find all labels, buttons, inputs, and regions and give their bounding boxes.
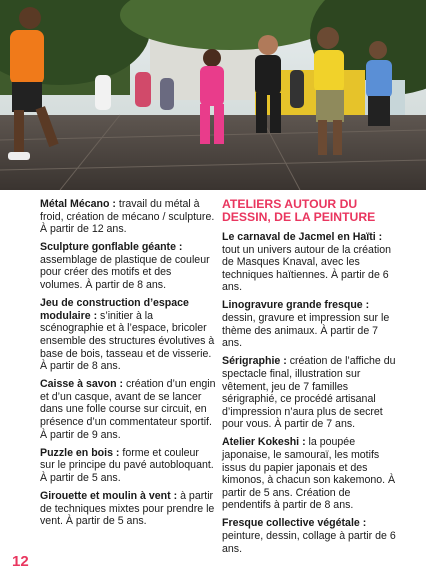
workshop-entry (40, 447, 216, 485)
workshop-description: la poupée japonaise, le samouraï, les motifs issus du papier japonais et des kimonos, à chacun son kakemono. À partir de 5 ans. Création de pendentifs à partir de 8 ans. (222, 436, 396, 512)
workshop-description: peinture, dessin, collage à partir de 6 ans. (222, 530, 396, 555)
workshop-description: création d’un engin et d’un casque, avant de se lancer dans une folle course sur circuit, en présence d’un commentateur sportif. À partir de 9 ans. (40, 378, 216, 441)
workshop-title: Sculpture gonflable géante : (40, 241, 183, 254)
workshop-title: Fresque collective végétale : (222, 517, 367, 530)
workshop-title: Atelier Kokeshi : (222, 436, 306, 449)
workshop-title: Puzzle en bois : (40, 446, 120, 459)
workshop-entry (40, 297, 216, 373)
workshop-entry (40, 198, 216, 236)
left-column (40, 198, 216, 533)
workshop-title: Le carnaval de Jacmel en Haïti : (222, 231, 383, 243)
workshop-entry (222, 355, 400, 431)
workshop-entry (222, 517, 400, 555)
workshop-description: création de l’affiche du spectacle final, illustration sur vêtement, jeu de 7 familles sérigraphié, ce procédé artisanal d’impression n’aura plus de secret pour vous. À partir de 7 ans. (222, 355, 396, 431)
workshop-description: à partir de techniques mixtes pour prendre le vent. À partir de 5 ans. (40, 489, 215, 528)
workshop-title: Caisse à savon : (40, 378, 124, 391)
workshop-title: Sérigraphie : (222, 355, 287, 368)
workshop-entry (222, 299, 400, 349)
workshop-title: Linogravure grande fresque : (222, 299, 370, 312)
workshop-description: dessin, gravure et impression sur le thème des animaux. À partir de 7 ans. (222, 312, 390, 350)
workshop-title: Girouette et moulin à vent : (40, 489, 178, 502)
workshop-description: travail du métal à froid, création de mécano / sculpture. À partir de 12 ans. (40, 198, 215, 236)
workshop-title: Jeu de construction d’espace modulaire : (40, 297, 189, 322)
workshop-description: forme et couleur sur le principe du pavé autobloquant. À partir de 5 ans. (40, 446, 214, 484)
workshop-title: Métal Mécano : (40, 198, 116, 210)
page-number: 12 (12, 553, 29, 570)
header-photo (0, 0, 426, 190)
workshop-entry (40, 241, 216, 291)
right-column (222, 198, 400, 561)
workshop-description: assemblage de plastique de couleur pour créer des motifs et des volumes. À partir de 8 ans. (40, 253, 210, 292)
workshop-description: tout un univers autour de la création de Masques Knaval, avec les techniques haïtiennes. À partir de 6 ans. (222, 243, 392, 294)
dancing-children-photo (0, 0, 426, 190)
workshop-entry (40, 490, 216, 528)
workshop-entry (40, 378, 216, 441)
workshop-entry (222, 231, 400, 294)
section-heading: ATELIERS AUTOUR DU DESSIN, DE LA PEINTURE (222, 197, 376, 224)
workshop-entry (222, 436, 400, 512)
workshop-description: s’initier à la scénographie et à l’espace, bricoler ensemble des structures évolutives à base de bois, tasseau et de visserie. À partir de 8 ans. (40, 309, 215, 373)
